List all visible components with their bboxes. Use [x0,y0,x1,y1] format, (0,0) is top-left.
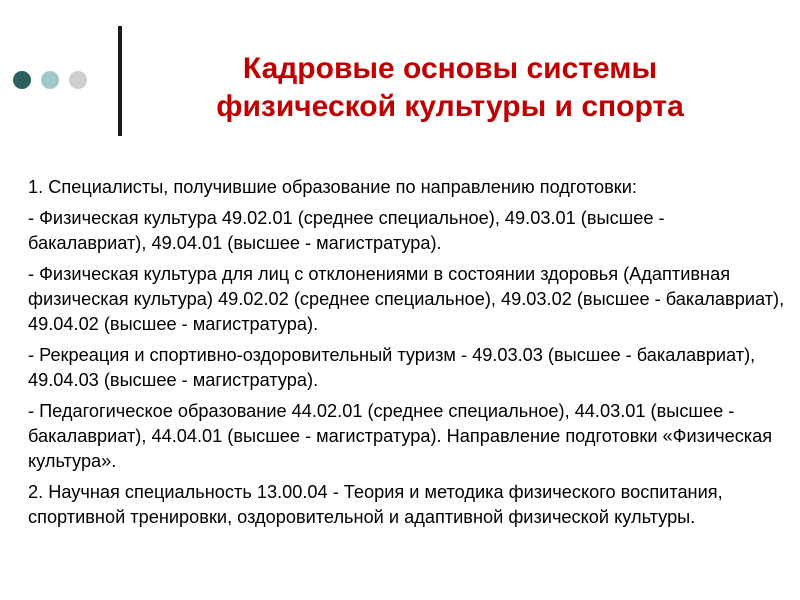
paragraph-4: - Рекреация и спортивно-оздоровительный туризм - 49.03.03 (высшее - бакалавриат), 49.04.03 (высшее - магистратура). [28,345,756,390]
dot-light-teal [41,71,59,89]
slide-title [130,50,770,126]
dot-dark-teal [13,71,31,89]
paragraph-1: 1. Специалисты, получившие образование по направлению подготовки: [28,177,637,197]
dot-gray [69,71,87,89]
paragraph-3: - Физическая культура для лиц с отклонениями в состоянии здоровья (Адаптивная физическая культура) 49.02.02 (среднее специальное), 49.03.02 (высшее - бакалавриат), 49.04.02 (высшее - магистратура). [28,264,785,334]
paragraph-2: - Физическая культура 49.02.01 (среднее специальное), 49.03.01 (высшее - бакалавриат), 49.04.01 (высшее - магистратура). [28,208,665,253]
slide-title-line2: физической культуры и спорта [216,90,684,123]
title-divider [118,26,122,136]
paragraph-5: - Педагогическое образование 44.02.01 (среднее специальное), 44.03.01 (высшее - бакалавриат), 44.04.01 (высшее - магистратура). Направление подготовки «Физическая культура». [28,401,773,471]
decorative-dots [13,71,87,89]
paragraph-6: 2. Научная специальность 13.00.04 - Теория и методика физического воспитания, спортивной тренировки, оздоровительной и адаптивной физической культуры. [28,482,723,527]
slide-body [28,175,788,536]
slide-title-line1: Кадровые основы системы [242,52,658,85]
